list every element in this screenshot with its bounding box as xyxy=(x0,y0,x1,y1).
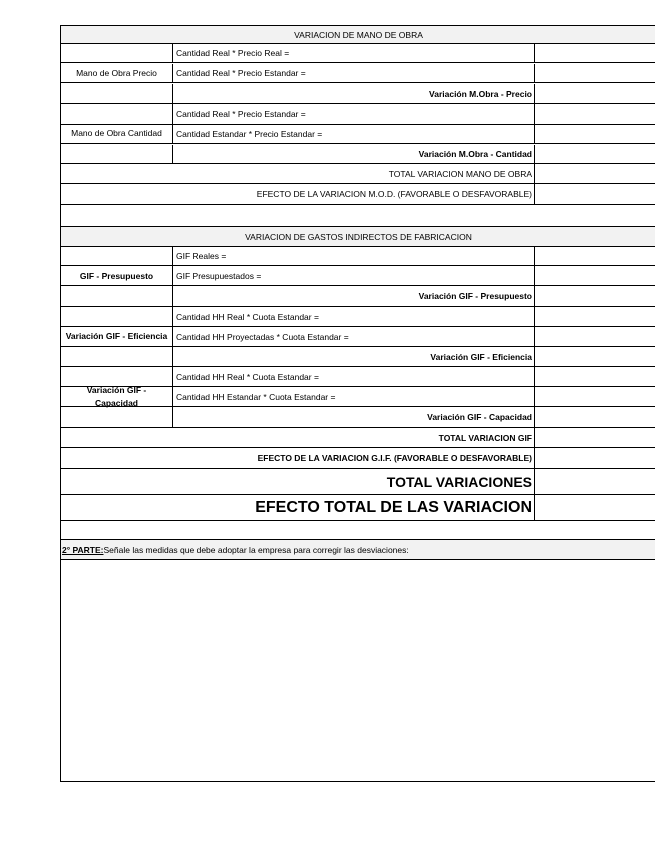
gif-eficiencia-group: Variación GIF - Eficiencia xyxy=(61,307,172,367)
value-cell[interactable] xyxy=(534,307,655,326)
value-cell[interactable] xyxy=(534,367,655,386)
value-cell[interactable] xyxy=(534,164,655,183)
table-row xyxy=(61,286,655,307)
table-row xyxy=(61,327,655,347)
value-cell[interactable] xyxy=(534,247,655,265)
mod-precio-group: Mano de Obra Precio xyxy=(61,44,172,104)
gif-title: VARIACION DE GASTOS INDIRECTOS DE FABRICACION xyxy=(245,231,472,242)
table-row xyxy=(61,428,655,448)
table-row xyxy=(61,469,655,495)
table-row xyxy=(61,44,655,63)
value-cell[interactable] xyxy=(534,495,655,520)
worksheet xyxy=(60,25,655,782)
mod-title-row xyxy=(61,25,655,44)
table-row xyxy=(61,64,655,83)
table-row xyxy=(61,145,655,164)
row-label: Cantidad HH Real * Cuota Estandar = xyxy=(172,367,534,386)
row-label: Cantidad Real * Precio Estandar = xyxy=(172,64,534,82)
row-label: GIF Reales = xyxy=(172,247,534,265)
subtotal-label: Variación GIF - Presupuesto xyxy=(172,286,534,306)
row-label: GIF Presupuestados = xyxy=(172,266,534,285)
table-row xyxy=(61,247,655,266)
gif-title-row xyxy=(61,226,655,247)
subtotal-label: Variación GIF - Eficiencia xyxy=(172,347,534,366)
table-row xyxy=(61,84,655,104)
value-cell[interactable] xyxy=(534,84,655,103)
value-cell[interactable] xyxy=(534,104,655,124)
value-cell[interactable] xyxy=(534,428,655,447)
row-label: Cantidad HH Real * Cuota Estandar = xyxy=(172,307,534,326)
table-row xyxy=(61,125,655,144)
efecto-total-label: EFECTO TOTAL DE LAS VARIACION xyxy=(255,498,532,516)
value-cell[interactable] xyxy=(534,286,655,306)
table-row xyxy=(61,347,655,367)
spacer-row xyxy=(61,521,655,540)
part2-text: Señale las medidas que debe adoptar la empresa para corregir las desviaciones: xyxy=(103,544,409,555)
subtotal-label: Variación M.Obra - Cantidad xyxy=(172,145,534,163)
table-row xyxy=(61,448,655,469)
gif-efecto-label: EFECTO DE LA VARIACION G.I.F. (FAVORABLE O DESFAVORABLE) xyxy=(257,453,532,463)
row-label: Cantidad HH Estandar * Cuota Estandar = xyxy=(172,387,534,406)
gif-capacidad-group: Variación GIF - Capacidad xyxy=(61,367,172,428)
value-cell[interactable] xyxy=(534,387,655,406)
total-variaciones-label: TOTAL VARIACIONES xyxy=(386,473,532,490)
row-label: Cantidad Real * Precio Real = xyxy=(172,44,534,62)
gif-total-label: TOTAL VARIACION GIF xyxy=(438,432,532,443)
spacer-row xyxy=(61,205,655,226)
value-cell[interactable] xyxy=(534,184,655,204)
table-row xyxy=(61,104,655,125)
value-cell[interactable] xyxy=(534,448,655,468)
table-row xyxy=(61,266,655,286)
value-cell[interactable] xyxy=(534,327,655,346)
table-row xyxy=(61,495,655,521)
part2-instruction xyxy=(61,540,409,559)
mod-total-label: TOTAL VARIACION MANO DE OBRA xyxy=(388,168,532,179)
table-row xyxy=(61,387,655,407)
value-cell[interactable] xyxy=(534,347,655,366)
part2-row xyxy=(61,540,655,560)
value-cell[interactable] xyxy=(534,266,655,285)
gif-presupuesto-group: GIF - Presupuesto xyxy=(61,247,172,307)
mod-title: VARIACION DE MANO DE OBRA xyxy=(61,25,655,43)
row-label: Cantidad Estandar * Precio Estandar = xyxy=(172,125,534,143)
mod-cantidad-group: Mano de Obra Cantidad xyxy=(61,104,172,164)
table-row xyxy=(61,407,655,428)
value-cell[interactable] xyxy=(534,145,655,163)
value-cell[interactable] xyxy=(534,407,655,427)
table-row xyxy=(61,307,655,327)
part2-label: 2° PARTE: xyxy=(62,544,104,555)
subtotal-label: Variación M.Obra - Precio xyxy=(172,84,534,103)
row-label: Cantidad HH Proyectadas * Cuota Estandar = xyxy=(172,327,534,346)
mod-efecto-label: EFECTO DE LA VARIACION M.O.D. (FAVORABLE O DESFAVORABLE) xyxy=(256,189,532,199)
value-cell[interactable] xyxy=(534,125,655,143)
table-row xyxy=(61,367,655,387)
value-cell[interactable] xyxy=(534,469,655,494)
row-label: Cantidad Real * Precio Estandar = xyxy=(172,104,534,124)
value-cell[interactable] xyxy=(534,64,655,82)
answer-area[interactable] xyxy=(61,560,655,781)
table-row xyxy=(61,184,655,205)
table-row xyxy=(61,164,655,184)
subtotal-label: Variación GIF - Capacidad xyxy=(172,407,534,427)
value-cell[interactable] xyxy=(534,44,655,62)
